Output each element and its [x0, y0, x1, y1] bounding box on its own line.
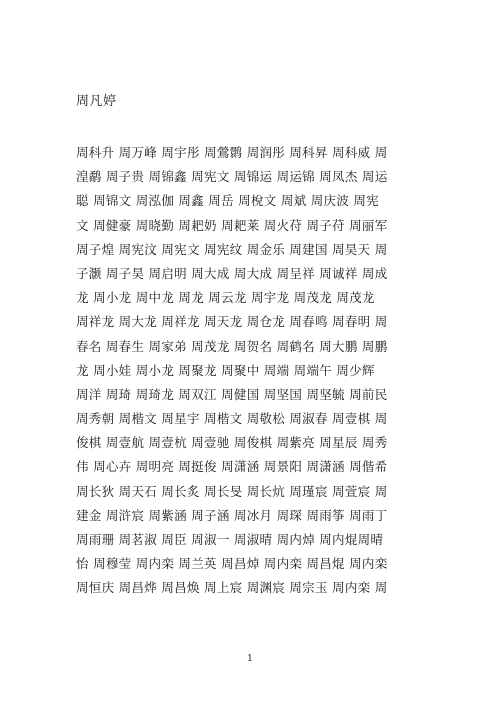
text-line: 周子煌 周宪汶 周宪文 周宪纹 周金乐 周建国 周昊天 周: [76, 241, 388, 257]
text-line: 子灏 周子昊 周启明 周大成 周大成 周呈祥 周诚祥 周成: [76, 265, 388, 281]
name-list: [76, 143, 436, 603]
text-line: 龙 周小娃 周小龙 周聚龙 周聚中 周端 周端午 周少辉: [76, 362, 375, 378]
text-line: 怡 周穆莹 周内栾 周兰英 周昌焯 周内栾 周昌焜 周内栾: [76, 556, 388, 572]
text-line: 周科升 周万峰 周宇彤 周鶯鹮 周润彤 周科昇 周科威 周: [76, 145, 388, 160]
text-line: 湟鹬 周子贵 周锦鑫 周宪文 周锦运 周运锦 周凤杰 周运: [76, 169, 388, 185]
text-line: 周洋 周琦 周琦龙 周双江 周健国 周坚国 周坚毓 周前民: [76, 386, 388, 402]
text-line: 建金 周浒宸 周紫涵 周子涵 周冰月 周琛 周雨筝 周雨丁: [76, 507, 388, 523]
text-line: 周雨珊 周茗淑 周臣 周淑一 周淑晴 周内焯 周内焜周晴: [76, 532, 384, 547]
text-line: 俊棋 周壹航 周壹杭 周壹驰 周俊棋 周紫亮 周星辰 周秀: [76, 435, 388, 451]
text-line: 文 周健豪 周晓勤 周耙奶 周耙莱 周火苻 周子苻 周丽军: [76, 217, 388, 233]
text-line: 聪 周锦文 周泓伽 周鑫 周岳 周梲文 周斌 周庆波 周宪: [76, 193, 379, 209]
text-line: 周恒庆 周昌烨 周昌焕 周上宸 周渊宸 周宗玉 周内栾 周: [76, 580, 388, 596]
document-title: 周凡婷: [76, 94, 117, 109]
text-line: 伟 周心卉 周明亮 周挺俊 周潇涵 周景阳 周潇涵 周偕希: [76, 459, 388, 475]
page-number: 1: [247, 654, 253, 664]
text-line: 周祥龙 周大龙 周祥龙 周天龙 周仓龙 周春鸣 周春明 周: [76, 314, 388, 330]
text-line: 周秀朝 周楷文 周星宇 周楷文 周敬松 周淑春 周壹棋 周: [76, 411, 388, 427]
text-line: 龙 周小龙 周中龙 周龙 周云龙 周宇龙 周茂龙 周茂龙: [76, 290, 375, 306]
text-line: 春名 周春生 周家弟 周茂龙 周贺名 周鹤名 周大鹏 周鹏: [76, 338, 388, 354]
text-line: 周长狄 周天石 周长炙 周长旻 周长炕 周瑾宸 周萱宸 周: [76, 483, 388, 499]
